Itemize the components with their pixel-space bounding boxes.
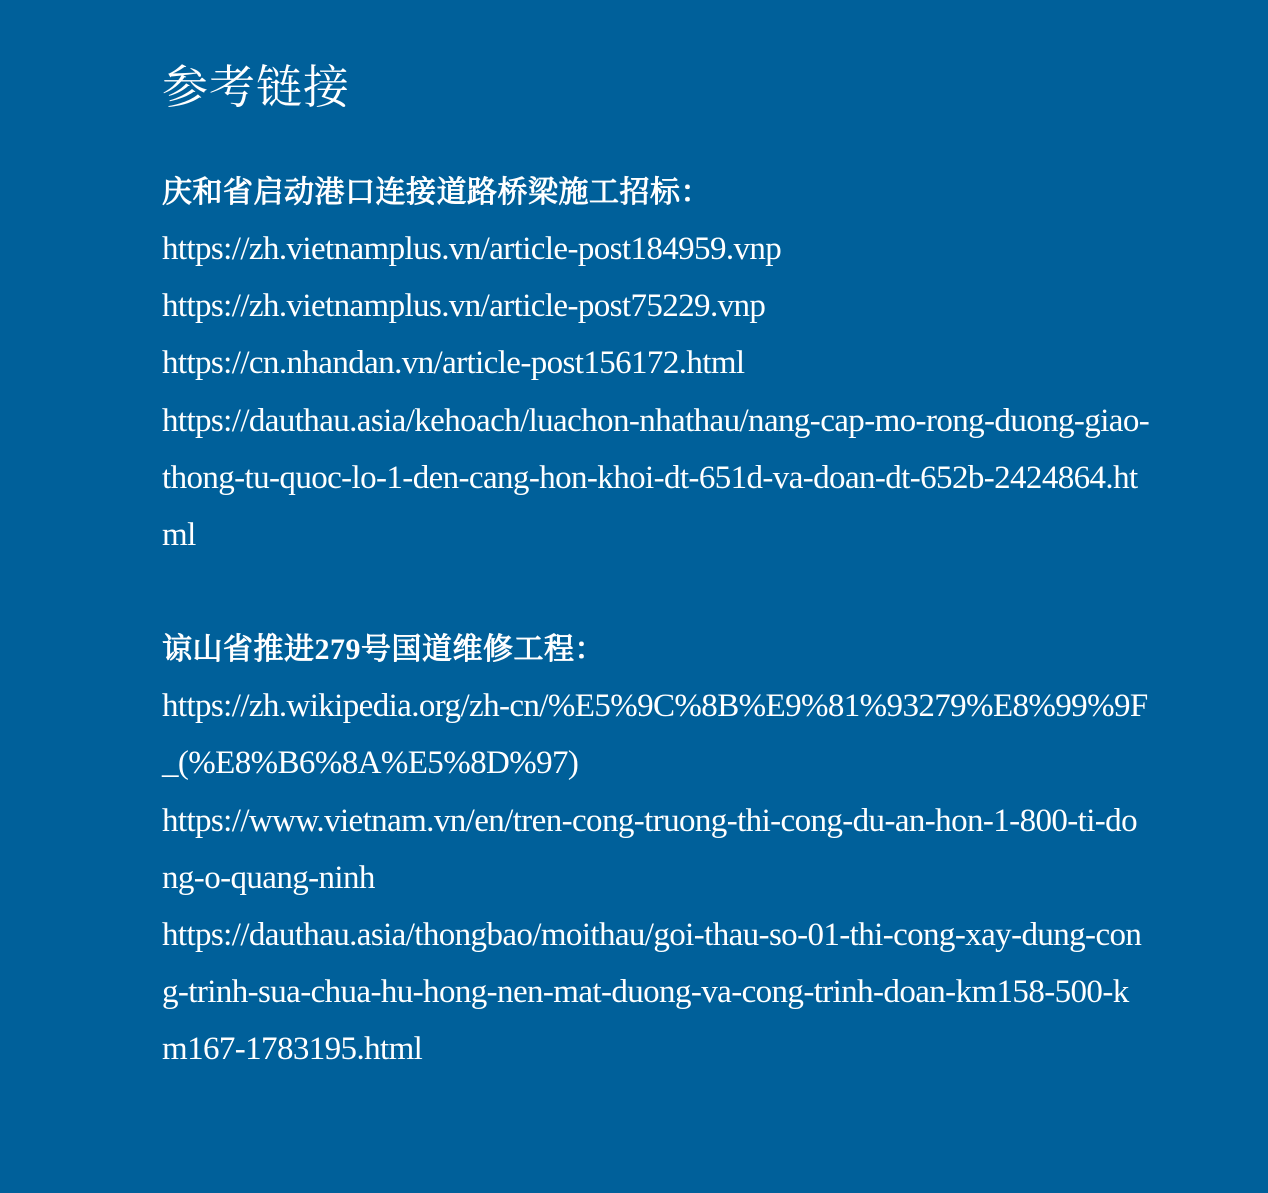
page-title: 参考链接	[162, 62, 350, 113]
link-list	[162, 678, 1268, 1078]
reference-link[interactable]: https://cn.nhandan.vn/article-post156172.html	[162, 345, 745, 382]
link-list	[162, 221, 1268, 564]
section-heading: 谅山省推进279号国道维修工程：	[162, 633, 605, 667]
section-lang-son	[162, 621, 1268, 1078]
section-heading: 庆和省启动港口连接道路桥梁施工招标：	[162, 176, 711, 209]
reference-link[interactable]: https://zh.vietnamplus.vn/article-post184959.vnp	[162, 231, 782, 267]
reference-link[interactable]: https://zh.vietnamplus.vn/article-post75229.vnp	[162, 288, 766, 325]
section-khanh-hoa	[162, 164, 1268, 564]
reference-link[interactable]: https://dauthau.asia/kehoach/luachon-nhathau/nang-cap-mo-rong-duong-giao-thong-tu-quoc-lo-1-den-cang-hon-khoi-dt-651d-va-doan-dt-652b-2424864.html	[162, 402, 1150, 554]
reference-link[interactable]: https://dauthau.asia/thongbao/moithau/goi-thau-so-01-thi-cong-xay-dung-cong-trinh-sua-chua-hu-hong-nen-mat-duong-va-cong-trinh-doan-km158-500-km167-1783195.html	[162, 917, 1142, 1068]
reference-link[interactable]: https://www.vietnam.vn/en/tren-cong-truong-thi-cong-du-an-hon-1-800-ti-dong-o-quang-ninh	[162, 802, 1137, 896]
reference-link[interactable]: https://zh.wikipedia.org/zh-cn/%E5%9C%8B%E9%81%93279%E8%99%9F_(%E8%B6%8A%E5%8D%97)	[162, 688, 1148, 782]
